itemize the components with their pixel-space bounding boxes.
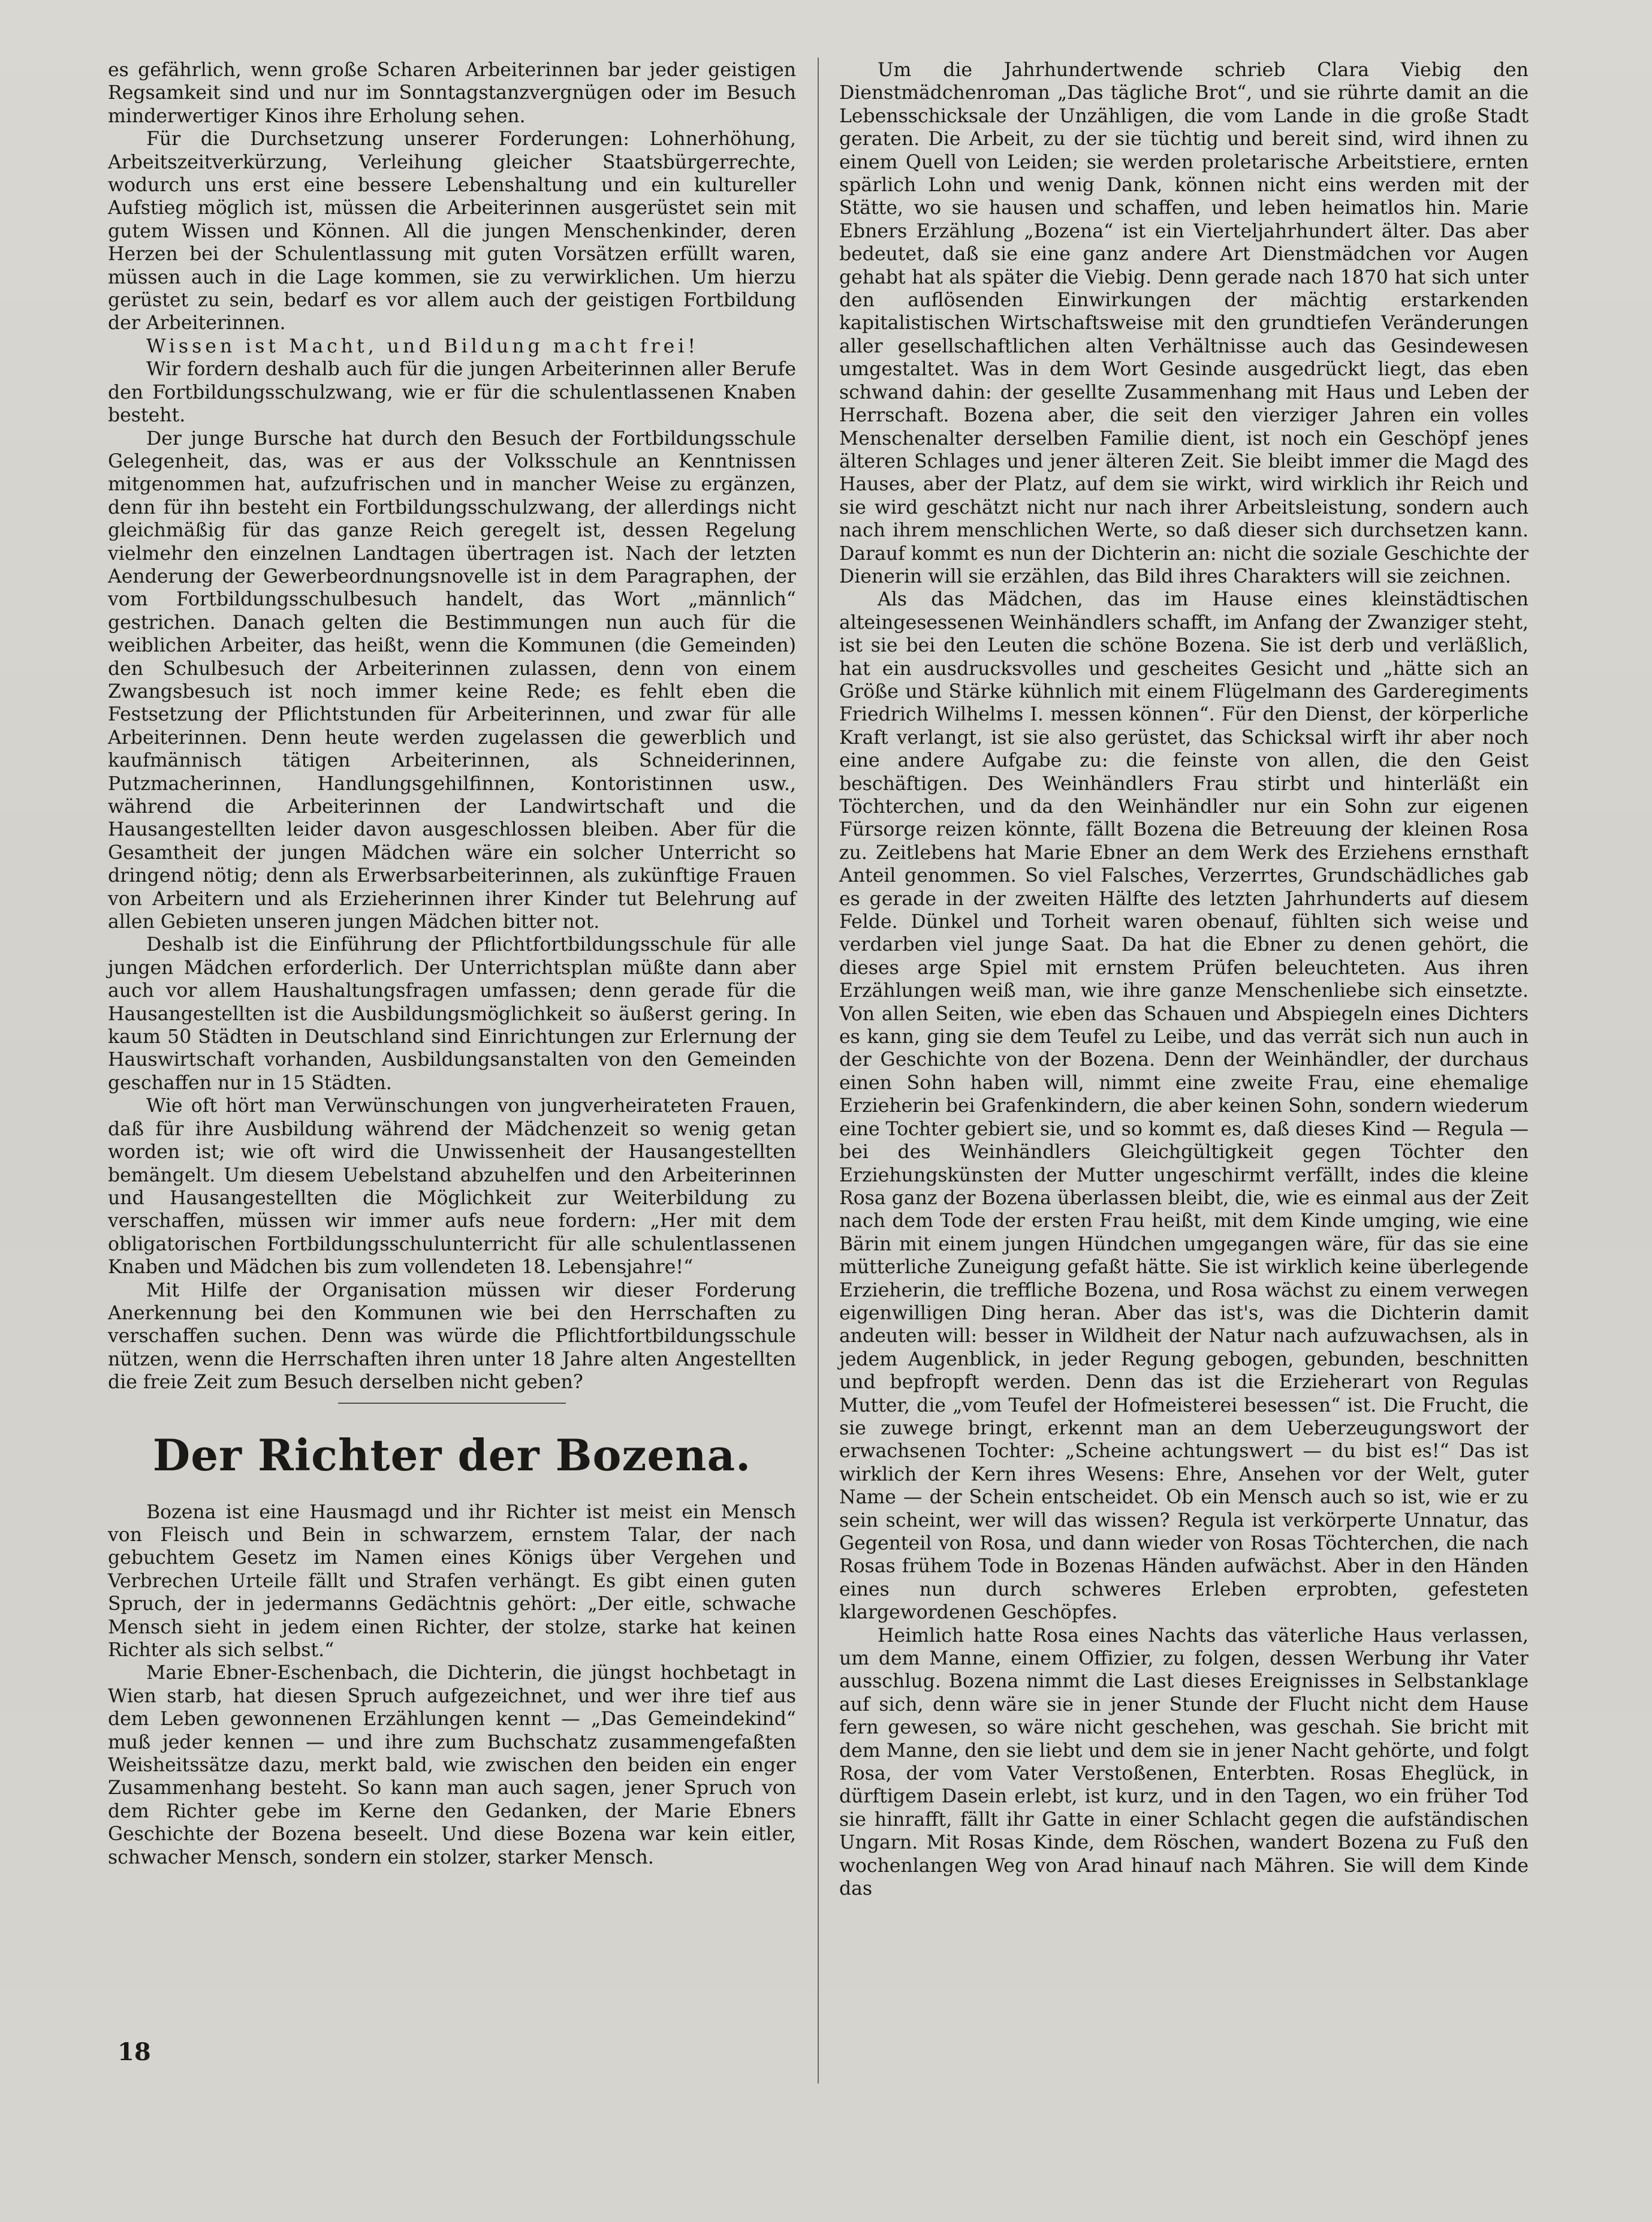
paragraph: Für die Durchsetzung unserer Forderungen: Lohnerhöhung, Arbeitszeitverkürzung, Verleihung gleicher Staatsbürgerrechte, wodurch uns erst eine bessere Lebenshaltung und ein kultureller Aufstieg möglich ist, müssen die Arbeiterinnen ausgerüstet sein mit gutem Wissen und Können. All die jungen Menschenkinder, deren Herzen bei der Schulentlassung mit guten Vorsätzen erfüllt waren, müssen auch in die Lage kommen, sie zu verwirklichen. Um hierzu gerüstet zu sein, bedarf es vor allem auch der geistigen Fortbildung der Arbeiterinnen. bbox=[108, 128, 796, 334]
column-divider bbox=[818, 58, 819, 2084]
article-heading: Der Richter der Bozena. bbox=[152, 1429, 752, 1481]
paragraph: Marie Ebner-Eschenbach, die Dichterin, die jüngst hochbetagt in Wien starb, hat diesen Spruch aufgezeichnet, und wer ihre tief aus dem Leben gewonnenen Erzählungen kennt — „Das Gemeindekind“ muß jeder kennen — und ihre zum Buchschatz zusammengefaßten Weisheitssätze dazu, merkt bald, wie zwischen den beiden ein enger Zusammenhang besteht. So kann man auch sagen, jener Spruch von dem Richter gebe im Kerne den Gedanken, der Marie Ebners Geschichte der Bozena beseelt. Und diese Bozena war kein eitler, schwacher Mensch, sondern ein stolzer, starker Mensch. bbox=[108, 1662, 796, 1868]
paragraph: Um die Jahrhundertwende schrieb Clara Viebig den Dienstmädchenroman „Das tägliche Brot“, und sie rührte damit an die Lebensschicksale der Unzähligen, die vom Lande in die große Stadt geraten. Die Arbeit, zu der sie tüchtig und bereit sind, wird ihnen zu einem Quell von Leiden; sie werden proletarische Arbeitstiere, ernten spärlich Lohn und wenig Dank, können nicht eins werden mit der Stätte, wo sie hausen und schaffen, und leben heimatlos hin. Marie Ebners Erzählung „Bozena“ ist ein Vierteljahrhundert älter. Das aber bedeutet, daß sie eine ganz andere Art Dienstmädchen vor Augen gehabt hat als später die Viebig. Denn gerade nach 1870 hat sich unter den auflösenden Einwirkungen der mächtig erstarkenden kapitalistischen Wirtschaftsweise mit den grundtiefen Veränderungen aller gesellschaftlichen alten Verhältnisse auch das Gesindewesen umgestaltet. Was in dem Wort Gesinde ausgedrückt liegt, das eben schwand dahin: der gesellte Zusammenhang mit Haus und Leben der Herrschaft. Bozena aber, die seit den vierziger Jahren ein volles Menschenalter derselben Familie dient, ist noch ein Geschöpf jenes älteren Schlages und jener älteren Zeit. Sie bleibt immer die Magd des Hauses, aber der Platz, auf dem sie wirkt, wird wirklich ihr Reich und sie wird geschätzt nicht nur nach ihrer Arbeitsleistung, sondern auch nach ihrem menschlichen Werte, so daß dieser sich durchsetzen kann. Darauf kommt es nun der Dichterin an: nicht die soziale Geschichte der Dienerin will sie erzählen, das Bild ihres Charakters will sie zeichnen. bbox=[839, 59, 1529, 587]
right-column bbox=[839, 59, 1529, 1901]
section-separator bbox=[338, 1403, 566, 1404]
paragraph: es gefährlich, wenn große Scharen Arbeiterinnen bar jeder geistigen Regsamkeit sind und nur im Sonntagstanzvergnügen oder im Besuch minderwertiger Kinos ihre Erholung sehen. bbox=[108, 59, 796, 127]
paragraph: Als das Mädchen, das im Hause eines kleinstädtischen alteingesessenen Weinhändlers schafft, im Anfang der Zwanziger steht, ist sie bei den Leuten die schöne Bozena. Sie ist derb und verläßlich, hat ein ausdrucksvolles und gescheites Gesicht und „hätte sich an Größe und Stärke kühnlich mit einem Flügelmann des Garderegiments Friedrich Wilhelms I. messen können“. Für den Dienst, der körperliche Kraft verlangt, ist sie also gerüstet, das Schicksal wirft ihr aber noch eine andere Aufgabe zu: die feinste von allen, die den Geist beschäftigen. Des Weinhändlers Frau stirbt und hinterläßt ein Töchterchen, und da den Weinhändler nur ein Sohn zur eigenen Fürsorge reizen könnte, fällt Bozena die Betreuung der kleinen Rosa zu. Zeitlebens hat Marie Ebner an dem Werk des Erziehens ernsthaft Anteil genommen. So viel Falsches, Verzerrtes, Grundschädliches gab es gerade in der zweiten Hälfte des letzten Jahrhunderts auf diesem Felde. Dünkel und Torheit waren obenauf, fühlten sich weise und verdarben viel junge Saat. Da hat die Ebner zu denen gehört, die dieses arge Spiel mit ernstem Prüfen beleuchteten. Aus ihren Erzählungen weiß man, wie ihre ganze Menschenliebe sich einsetzte. Von allen Seiten, wie eben das Schauen und Abspiegeln eines Dichters es kann, ging sie dem Teufel zu Leibe, und das verrät sich nun auch in der Geschichte von der Bozena. Denn der Weinhändler, der durchaus einen Sohn haben will, nimmt eine zweite Frau, eine ehemalige Erzieherin bei Grafenkindern, die aber keinen Sohn, sondern wiederum eine Tochter gebiert sie, und so kommt es, daß dieses Kind — Regula — bei des Weinhändlers Gleichgültigkeit gegen Töchter den Erziehungskünsten der Mutter ungeschirmt verfällt, indes die kleine Rosa ganz der Bozena überlassen bleibt, die, wie es einmal aus der Zeit nach dem Tode der ersten Frau heißt, mit dem Kinde umging, wie eine Bärin mit einem jungen Hündchen umgegangen wäre, für das sie eine mütterliche Zuneigung gefaßt hätte. Sie ist wirklich keine überlegende Erzieherin, die treffliche Bozena, und Rosa wächst zu einem verwegen eigenwilligen Ding heran. Aber das ist's, was die Dichterin damit andeuten will: besser in Wildheit der Natur nach aufzuwachsen, als in jedem Augenblick, in jeder Regung gebogen, gebunden, beschnitten und bepfropft werden. Denn das ist die Erzieherart von Regulas Mutter, die „vom Teufel der Hofmeisterei besessen“ ist. Die Frucht, die sie zuwege bringt, erkennt man an dem Ueberzeugungswort der erwachsenen Tochter: „Scheine achtungswert — du bist es!“ Das ist wirklich der Kern ihres Wesens: Ehre, Ansehen vor der Welt, guter Name — der Schein entscheidet. Ob ein Mensch auch so ist, wie er zu sein scheint, wer will das wissen? Regula ist verkörperte Unnatur, das Gegenteil von Rosa, und dann wieder von Rosas Töchterchen, die nach Rosas frühem Tode in Bozenas Händen aufwächst. Aber in den Händen eines nun durch schweres Erleben erprobten, gefesteten klargewordenen Geschöpfes. bbox=[839, 589, 1529, 1624]
paragraph: Wie oft hört man Verwünschungen von jungverheirateten Frauen, daß für ihre Ausbildung während der Mädchenzeit so wenig getan worden ist; wie oft wird die Unwissenheit der Hausangestellten bemängelt. Um diesem Uebelstand abzuhelfen und den Arbeiterinnen und Hausangestellten die Möglichkeit zur Weiterbildung zu verschaffen, müssen wir immer aufs neue fordern: „Her mit dem obligatorischen Fortbildungsschulunterricht für alle schulentlassenen Knaben und Mädchen bis zum vollendeten 18. Lebensjahre!“ bbox=[108, 1095, 796, 1279]
paragraph: Wir fordern deshalb auch für die jungen Arbeiterinnen aller Berufe den Fortbildungsschulzwang, wie er für die schulentlassenen Knaben besteht. bbox=[108, 358, 796, 427]
paragraph: Heimlich hatte Rosa eines Nachts das väterliche Haus verlassen, um dem Manne, einem Offizier, zu folgen, dessen Werbung ihr Vater ausschlug. Bozena nimmt die Last dieses Ereignisses in Selbstanklage auf sich, denn wäre sie in jener Stunde der Flucht nicht dem Hause fern gewesen, so wäre nicht geschehen, was geschah. Sie bricht mit dem Manne, den sie liebt und dem sie in jener Nacht gehörte, und folgt Rosa, der vom Vater Verstoßenen, Enterbten. Rosas Eheglück, in dürftigem Dasein erlebt, ist kurz, und in den Tagen, wo ein früher Tod sie hinrafft, fällt ihr Gatte in einer Schlacht gegen die aufständischen Ungarn. Mit Rosas Kinde, dem Röschen, wandert Bozena zu Fuß den wochenlangen Weg von Arad hinauf nach Mähren. Sie will dem Kinde das bbox=[839, 1624, 1529, 1900]
motto-line: Wissen ist Macht, und Bildung macht frei! bbox=[146, 335, 700, 357]
paragraph: Bozena ist eine Hausmagd und ihr Richter ist meist ein Mensch von Fleisch und Bein in schwarzem, ernstem Talar, der nach gebuchtem Gesetz im Namen eines Königs über Vergehen und Verbrechen Urteile fällt und Strafen verhängt. Es gibt einen guten Spruch, der in jedermanns Gedächtnis gehört: „Der eitle, schwache Mensch sieht in jedem einen Richter, der stolze, starke hat keinen Richter als sich selbst.“ bbox=[108, 1501, 796, 1661]
left-column bbox=[108, 59, 796, 1869]
paragraph: Der junge Bursche hat durch den Besuch der Fortbildungsschule Gelegenheit, das, was er aus der Volksschule an Kenntnissen mitgenommen hat, aufzufrischen und in mancher Weise zu ergänzen, denn für ihn besteht ein Fortbildungsschulzwang, der allerdings nicht gleichmäßig für das ganze Reich geregelt ist, dessen Regelung vielmehr den einzelnen Landtagen übertragen ist. Nach der letzten Aenderung der Gewerbeordnungsnovelle ist in dem Paragraphen, der vom Fortbildungsschulbesuch handelt, das Wort „männlich“ gestrichen. Danach gelten die Bestimmungen nun auch für die weiblichen Arbeiter, das heißt, wenn die Kommunen (die Gemeinden) den Schulbesuch der Arbeiterinnen zulassen, denn von einem Zwangsbesuch ist noch immer keine Rede; es fehlt eben die Festsetzung der Pflichtstunden für Arbeiterinnen, und zwar für alle Arbeiterinnen. Denn heute werden zugelassen die gewerblich und kaufmännisch tätigen Arbeiterinnen, als Schneiderinnen, Putzmacherinnen, Handlungsgehilfinnen, Kontoristinnen usw., während die Arbeiterinnen der Landwirtschaft und die Hausangestellten leider davon ausgeschlossen bleiben. Aber für die Gesamtheit der jungen Mädchen wäre ein solcher Unterricht so dringend nötig; denn als Erwerbsarbeiterinnen, als zukünftige Frauen von Arbeitern und als Erzieherinnen ihrer Kinder tut Belehrung auf allen Gebieten unseren jungen Mädchen bitter not. bbox=[108, 427, 796, 933]
paragraph: Deshalb ist die Einführung der Pflichtfortbildungsschule für alle jungen Mädchen erforderlich. Der Unterrichtsplan müßte dann aber auch vor allem Haushaltungsfragen umfassen; denn gerade für die Hausangestellten ist die Ausbildungsmöglichkeit so äußerst gering. In kaum 50 Städten in Deutschland sind Einrichtungen zur Erlernung der Hauswirtschaft vorhanden, Ausbildungsanstalten von den Gemeinden geschaffen nur in 15 Städten. bbox=[108, 934, 796, 1094]
page-number: 18 bbox=[117, 2038, 151, 2066]
paragraph: Mit Hilfe der Organisation müssen wir dieser Forderung Anerkennung bei den Kommunen wie bei den Herrschaften zu verschaffen suchen. Denn was würde die Pflichtfortbildungsschule nützen, wenn die Herrschaften ihren unter 18 Jahre alten Angestellten die freie Zeit zum Besuch derselben nicht geben? bbox=[108, 1279, 796, 1394]
